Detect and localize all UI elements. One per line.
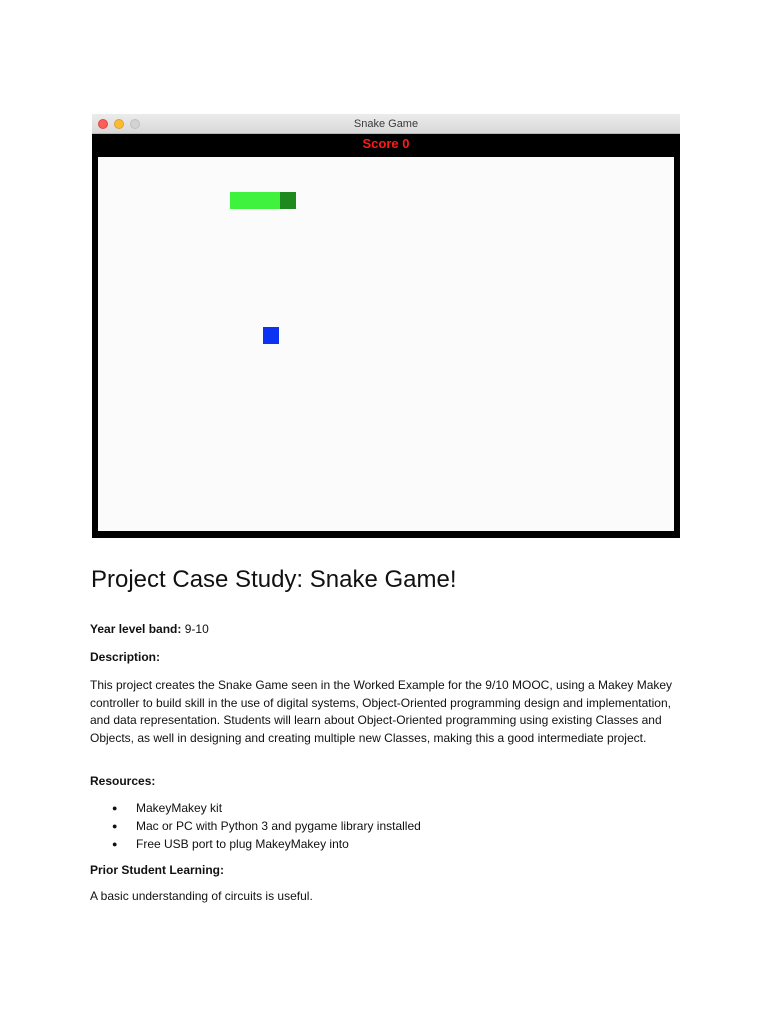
year-level-band [90,622,209,636]
list-item: ● MakeyMakey kit [112,801,223,815]
snake-body [230,192,280,209]
prior-learning-text: A basic understanding of circuits is useful. [90,889,313,903]
list-item: ● Free USB port to plug MakeyMakey into [112,837,349,851]
resources-heading: Resources: [90,774,156,788]
bullet-icon: ● [112,803,118,813]
snake-game-screenshot [92,114,680,538]
window-title: Snake Game [353,118,419,130]
year-level-label: Year level band: [90,622,182,636]
description-heading: Description: [90,650,161,664]
food-block [263,327,279,344]
game-playfield [98,157,674,531]
resources-list [90,799,421,853]
description-text: This project creates the Snake Game seen in the Worked Example for the 9/10 MOOC, using a Makey Makey controller to build skill in the use of digital systems, Object-Oriented programming design and implementation, and data representation. Students will learn about Object-Oriented programming using existing Classes and Objects, as well in designing and creating multiple new Classes, making this a good intermediate project. [90,678,673,745]
score-display: Score 0 [362,136,410,151]
window-titlebar [92,114,680,134]
document-title: Project Case Study: Snake Game! [91,566,457,593]
bullet-icon: ● [112,839,118,849]
year-level-value: 9-10 [184,622,209,636]
snake-head [280,192,296,209]
prior-learning-heading: Prior Student Learning: [90,863,225,877]
list-item: ● Mac or PC with Python 3 and pygame library installed [112,819,421,833]
bullet-icon: ● [112,821,118,831]
